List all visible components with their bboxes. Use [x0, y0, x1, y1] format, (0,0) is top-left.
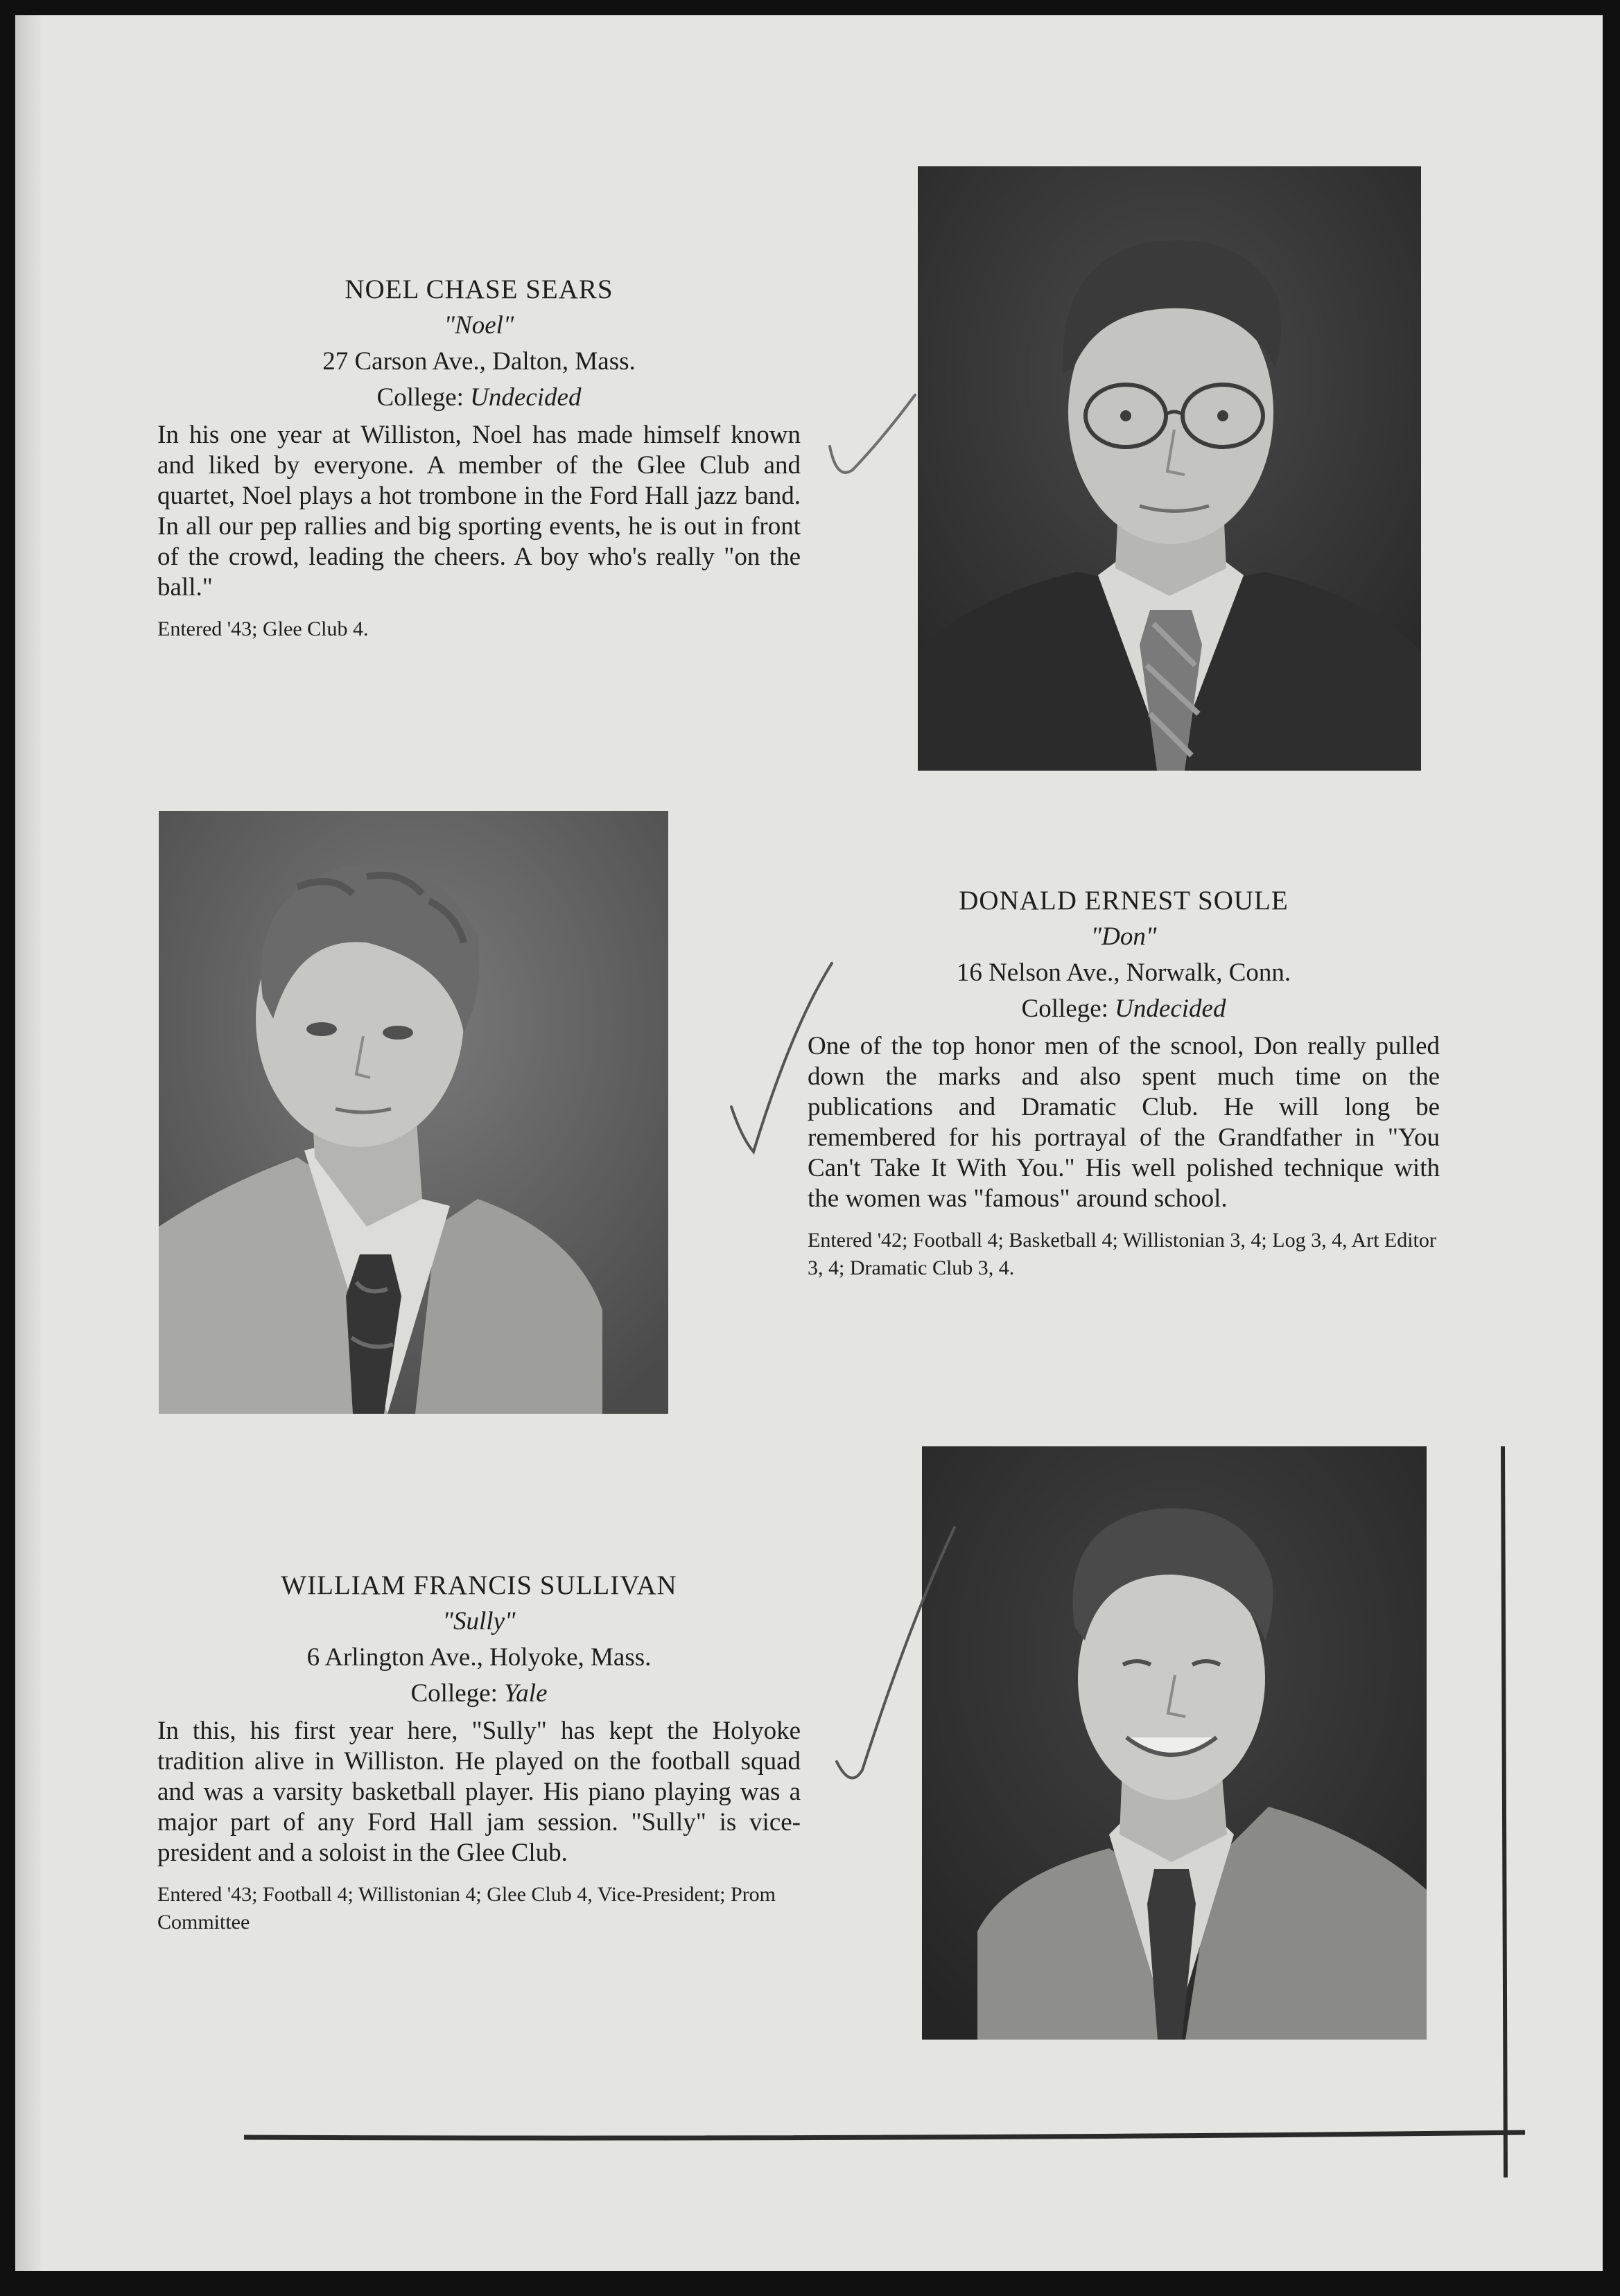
senior-entry-soule — [808, 883, 1440, 1282]
page-binding-shadow — [15, 15, 43, 2271]
senior-bio: In his one year at Williston, Noel has made himself known and liked by everyone. A member of the Glee Club and quartet, Noel plays a hot trombone in the Ford Hall jazz band. In all our pep rallies and big sporting events, he is out in front of the crowd, leading the cheers. A boy who's really "on the ball." — [157, 421, 801, 602]
portrait-photo-sullivan — [922, 1446, 1427, 2040]
senior-entry-sullivan — [157, 1568, 801, 1936]
senior-college — [157, 1676, 801, 1712]
portrait-photo-soule — [159, 811, 668, 1414]
senior-bio: In this, his first year here, "Sully" has kept the Holyoke tradition alive in Williston. He played on the football squad and was a varsity basketball player. His piano playing was a major part of any Ford Hall jam session. "Sully" is vice-president and a soloist in the Glee Club. — [157, 1717, 801, 1867]
senior-nickname: "Sully" — [442, 1607, 516, 1636]
senior-college — [808, 991, 1440, 1027]
senior-name: WILLIAM FRANCIS SULLIVAN — [281, 1570, 677, 1600]
senior-name: DONALD ERNEST SOULE — [959, 886, 1289, 915]
college-label: College: — [1021, 994, 1108, 1023]
senior-address: 6 Arlington Ave., Holyoke, Mass. — [306, 1643, 652, 1672]
college-value: Undecided — [470, 383, 582, 412]
yearbook-page — [15, 15, 1603, 2271]
college-value: Undecided — [1115, 994, 1226, 1023]
senior-bio: One of the top honor men of the scnool, Don really pulled down the marks and also spent much time on the publications and Dramatic Club. He will long be remembered for his portrayal of the Grandfather in "You Can't Take It With You." His well polished technique with the women was "famous" around school. — [808, 1032, 1440, 1213]
senior-college — [157, 380, 801, 416]
college-label: College: — [410, 1679, 498, 1708]
senior-entry-sears — [157, 272, 801, 643]
senior-nickname: "Noel" — [444, 311, 514, 340]
senior-activities: Entered '43; Glee Club 4. — [157, 617, 369, 640]
college-value: Yale — [504, 1679, 548, 1708]
senior-name: NOEL CHASE SEARS — [345, 274, 613, 304]
senior-nickname: "Don" — [1090, 922, 1157, 951]
senior-address: 27 Carson Ave., Dalton, Mass. — [322, 347, 636, 376]
college-label: College: — [376, 383, 464, 412]
senior-activities: Entered '42; Football 4; Basketball 4; Willistonian 3, 4; Log 3, 4, Art Editor 3, 4; Dramatic Club 3, 4. — [808, 1229, 1436, 1279]
portrait-photo-sears — [918, 166, 1421, 771]
senior-address: 16 Nelson Ave., Norwalk, Conn. — [956, 958, 1291, 987]
senior-activities: Entered '43; Football 4; Willistonian 4; Glee Club 4, Vice-President; Prom Committee — [157, 1883, 776, 1934]
